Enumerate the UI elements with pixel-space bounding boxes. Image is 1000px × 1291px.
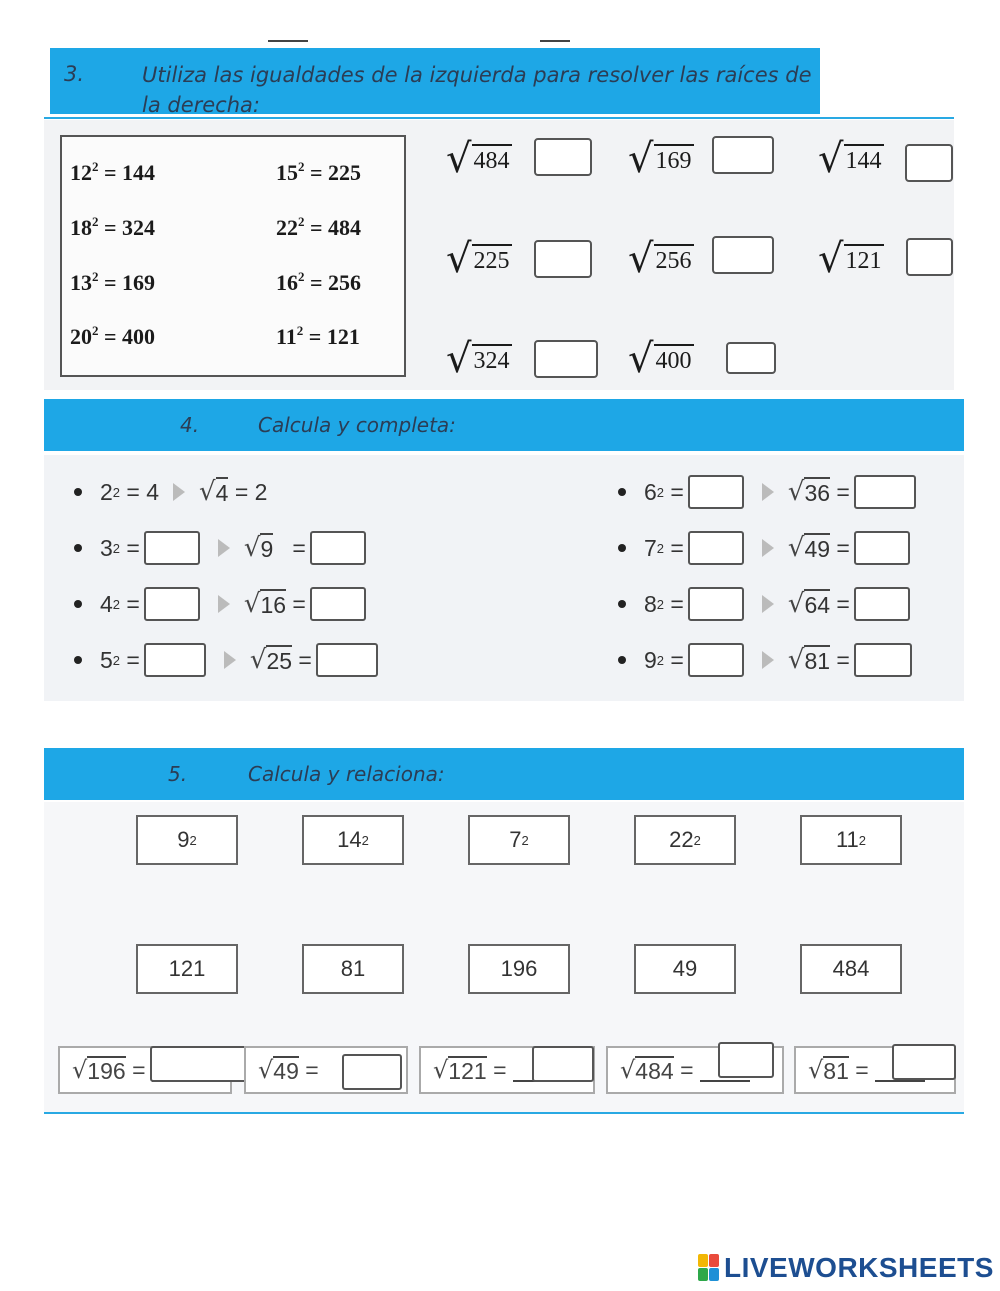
section4-banner: [44, 399, 964, 451]
power-card[interactable]: 22 2: [634, 815, 736, 865]
answer-box[interactable]: [342, 1054, 402, 1090]
section3-number: 3.: [64, 62, 85, 86]
sqrt-icon: √: [808, 1056, 824, 1084]
arrow-icon: [218, 595, 230, 613]
root-cell: √ 196 =: [58, 1046, 232, 1094]
sqrt-icon: √: [628, 136, 654, 182]
section4-number: 4.: [180, 413, 200, 437]
root-cell: √ 49 =: [244, 1046, 408, 1094]
sqrt-icon: √: [620, 1056, 636, 1084]
bullet-icon: [74, 656, 82, 664]
equalities-box: [60, 135, 406, 377]
section5-rule: [44, 1112, 964, 1114]
answer-box[interactable]: [310, 531, 366, 565]
power-card[interactable]: 11 2: [800, 815, 902, 865]
bullet-icon: [618, 656, 626, 664]
root-cell: √ 484 =: [606, 1046, 784, 1094]
equality: $16^2 = 256$: [276, 269, 362, 295]
exercise-row: 6 2 = √ 36 =: [618, 472, 920, 512]
answer-box[interactable]: [712, 136, 774, 174]
sqrt-icon: √: [818, 136, 844, 182]
answer-box[interactable]: [688, 643, 744, 677]
answer-box[interactable]: [534, 340, 598, 378]
value-card[interactable]: 196: [468, 944, 570, 994]
answer-box[interactable]: [534, 138, 592, 176]
bullet-icon: [618, 544, 626, 552]
equality: $12^2 = 144$: [70, 159, 156, 185]
sqrt-icon: √: [787, 533, 805, 563]
section3-rule: [44, 117, 954, 119]
answer-box[interactable]: [534, 240, 592, 278]
value-card[interactable]: 49: [634, 944, 736, 994]
root-484: √484: [446, 136, 510, 182]
sqrt-icon: √: [628, 336, 654, 382]
power-card[interactable]: 7 2: [468, 815, 570, 865]
exercise-row: 4 2 = √ 16 =: [74, 584, 370, 624]
sqrt-icon: √: [787, 645, 805, 675]
answer-box[interactable]: [310, 587, 366, 621]
bullet-icon: [74, 600, 82, 608]
exercise-row: 8 2 = √ 64 =: [618, 584, 914, 624]
sqrt-icon: √: [243, 533, 261, 563]
sqrt-icon: √: [628, 236, 654, 282]
equality: $18^2 = 324$: [70, 214, 156, 240]
equality: $13^2 = 169$: [70, 269, 156, 295]
section3-instruction: Utiliza las igualdades de la izquierda para resolver las raíces de la derecha:: [142, 63, 812, 117]
sqrt-icon: √: [249, 645, 267, 675]
arrow-icon: [762, 651, 774, 669]
logo-icon: [698, 1254, 720, 1282]
section4-instruction: Calcula y completa:: [258, 413, 456, 437]
sqrt-icon: √: [243, 589, 261, 619]
sqrt-icon: √: [446, 336, 472, 382]
root-cell: √ 81 =: [794, 1046, 956, 1094]
bullet-icon: [618, 600, 626, 608]
root-256: √256: [628, 236, 692, 282]
sqrt-icon: √: [787, 589, 805, 619]
exercise-row: 5 2 = √ 25 =: [74, 640, 382, 680]
sqrt-icon: √: [72, 1056, 88, 1084]
answer-box[interactable]: [688, 587, 744, 621]
sqrt-icon: √: [199, 477, 216, 507]
bullet-icon: [618, 488, 626, 496]
answer-box[interactable]: [144, 643, 206, 677]
exercise-row: 9 2 = √ 81 =: [618, 640, 916, 680]
power-card[interactable]: 9 2: [136, 815, 238, 865]
root-225: √225: [446, 236, 510, 282]
cutoff-line: [540, 40, 570, 42]
value-card[interactable]: 484: [800, 944, 902, 994]
arrow-icon: [173, 483, 185, 501]
answer-box[interactable]: [892, 1044, 956, 1080]
answer-box[interactable]: [144, 587, 200, 621]
answer-box[interactable]: [854, 475, 916, 509]
root-cell: √ 121 =: [419, 1046, 595, 1094]
sqrt-icon: √: [818, 236, 844, 282]
logo-text: LIVEWORKSHEETS: [724, 1252, 994, 1283]
equality: $20^2 = 400$: [70, 323, 156, 349]
cutoff-line: [268, 40, 308, 42]
section3-banner: [50, 48, 820, 117]
power-card[interactable]: 14 2: [302, 815, 404, 865]
liveworksheets-logo: [698, 1252, 994, 1284]
sqrt-icon: √: [446, 236, 472, 282]
exercise-row: 3 2 = √ 9 =: [74, 528, 370, 568]
section5-instruction: Calcula y relaciona:: [248, 762, 445, 786]
answer-box[interactable]: [144, 531, 200, 565]
arrow-icon: [762, 539, 774, 557]
answer-box[interactable]: [316, 643, 378, 677]
root-144: √144: [818, 136, 882, 182]
answer-box[interactable]: [688, 531, 744, 565]
arrow-icon: [218, 539, 230, 557]
answer-box[interactable]: [906, 238, 953, 276]
root-400: √400: [628, 336, 692, 382]
equality: $11^2 = 121$: [276, 323, 360, 349]
answer-box[interactable]: [854, 531, 910, 565]
answer-box[interactable]: [854, 643, 912, 677]
root-121: √121: [818, 236, 882, 282]
value-card[interactable]: 121: [136, 944, 238, 994]
value-card[interactable]: 81: [302, 944, 404, 994]
bullet-icon: [74, 544, 82, 552]
answer-box[interactable]: [712, 236, 774, 274]
answer-box[interactable]: [905, 144, 953, 182]
section5-banner: [44, 748, 964, 800]
answer-box[interactable]: [718, 1042, 774, 1078]
sqrt-icon: √: [258, 1056, 274, 1084]
answer-box[interactable]: [150, 1046, 248, 1082]
arrow-icon: [762, 483, 774, 501]
root-324: √324: [446, 336, 510, 382]
answer-box[interactable]: [532, 1046, 594, 1082]
exercise-row: 7 2 = √ 49 =: [618, 528, 914, 568]
bullet-icon: [74, 488, 82, 496]
section5-number: 5.: [168, 762, 188, 786]
arrow-icon: [762, 595, 774, 613]
sqrt-icon: √: [433, 1056, 449, 1084]
sqrt-icon: √: [787, 477, 805, 507]
example-row: 2 2 = 4 √ 4 = 2: [74, 472, 267, 512]
equality: $15^2 = 225$: [276, 159, 362, 185]
answer-box[interactable]: [726, 342, 776, 374]
root-169: √169: [628, 136, 692, 182]
equality: $22^2 = 484$: [276, 214, 362, 240]
sqrt-icon: √: [446, 136, 472, 182]
answer-box[interactable]: [854, 587, 910, 621]
arrow-icon: [224, 651, 236, 669]
answer-box[interactable]: [688, 475, 744, 509]
